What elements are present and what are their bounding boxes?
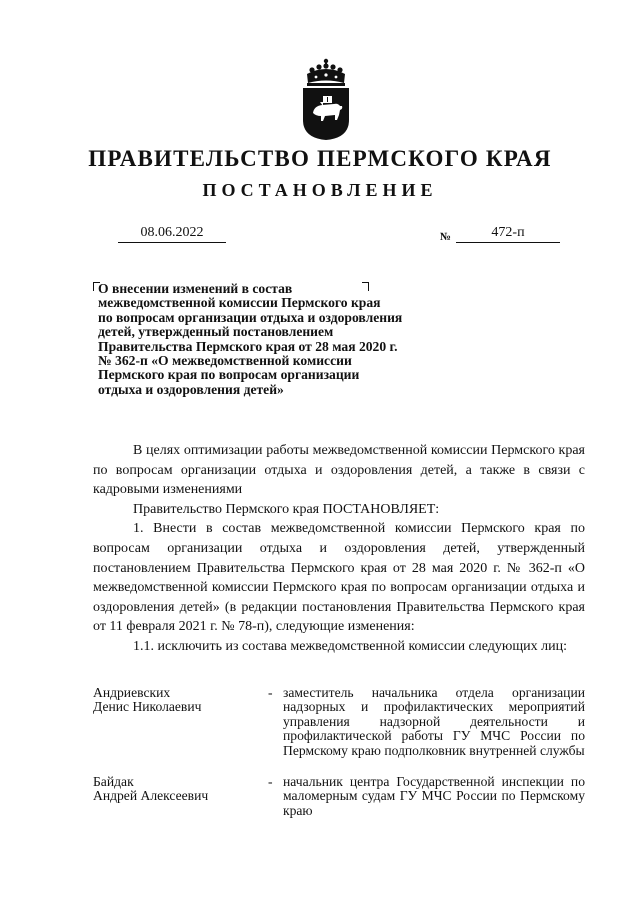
member-entry — [93, 775, 585, 823]
body-paragraph: В целях оптимизации работы межведомственной комиссии Пермского края по вопросам организации отдыха и оздоровления детей, а также в связи с кадровыми изменениями — [93, 443, 585, 498]
document-number: 472-п — [456, 225, 560, 243]
member-given-names: Денис Николаевич — [93, 699, 202, 715]
subject-line: Правительства Пермского края от 28 мая 2020 г. — [98, 338, 398, 354]
government-title: ПРАВИТЕЛЬСТВО ПЕРМСКОГО КРАЯ — [88, 146, 552, 171]
subject-line: № 362-п «О межведомственной комиссии — [98, 353, 352, 369]
body-paragraph: 1. Внести в состав межведомственной комиссии Пермского края по вопросам организации отдыха и оздоровления детей, утвержденный постановлением Правительства Пермского края от 28 мая 2020 г. № 362-п «О межведомственной комиссии Пермского края по вопросам организации отдыха и оздоровления детей» (в редакции постановления Правительства Пермского края от 11 февраля 2021 г. № 78-п), следующие изменения: — [93, 521, 585, 635]
document-date: 08.06.2022 — [118, 225, 226, 243]
member-entry — [93, 686, 585, 766]
member-dash: - — [268, 774, 273, 789]
subject-line: О внесении изменений в состав — [98, 281, 293, 296]
subject-line: межведомственной комиссии Пермского края — [98, 295, 381, 311]
document-subject — [98, 282, 478, 397]
document-type: ПОСТАНОВЛЕНИЕ — [202, 180, 438, 200]
number-sign: № — [440, 231, 452, 243]
document-body — [93, 441, 585, 657]
member-name — [93, 686, 263, 715]
member-position: начальник центра Государственной инспекции по маломерным судам ГУ МЧС России по Пермскому краю — [283, 774, 585, 818]
member-surname: Андриевских — [93, 685, 171, 700]
member-given-names: Андрей Алексеевич — [93, 788, 209, 804]
member-name — [93, 775, 263, 804]
body-paragraph: Правительство Пермского края ПОСТАНОВЛЯЕТ: — [133, 501, 440, 517]
member-surname: Байдак — [93, 774, 134, 789]
coat-of-arms-icon — [298, 58, 354, 142]
member-dash: - — [268, 685, 273, 700]
subject-line: отдыха и оздоровления детей» — [98, 381, 284, 397]
subject-line: Пермского края по вопросам организации — [98, 367, 360, 383]
subject-line: детей, утвержденный постановлением — [98, 324, 334, 340]
body-paragraph: 1.1. исключить из состава межведомственной комиссии следующих лиц: — [133, 638, 567, 654]
subject-line: по вопросам организации отдыха и оздоровления — [98, 309, 403, 325]
member-position: заместитель начальника отдела организации надзорных и профилактических мероприятий управления надзорной деятельности и профилактической работы ГУ МЧС России по Пермскому краю подполковник внутренней службы — [283, 685, 585, 758]
